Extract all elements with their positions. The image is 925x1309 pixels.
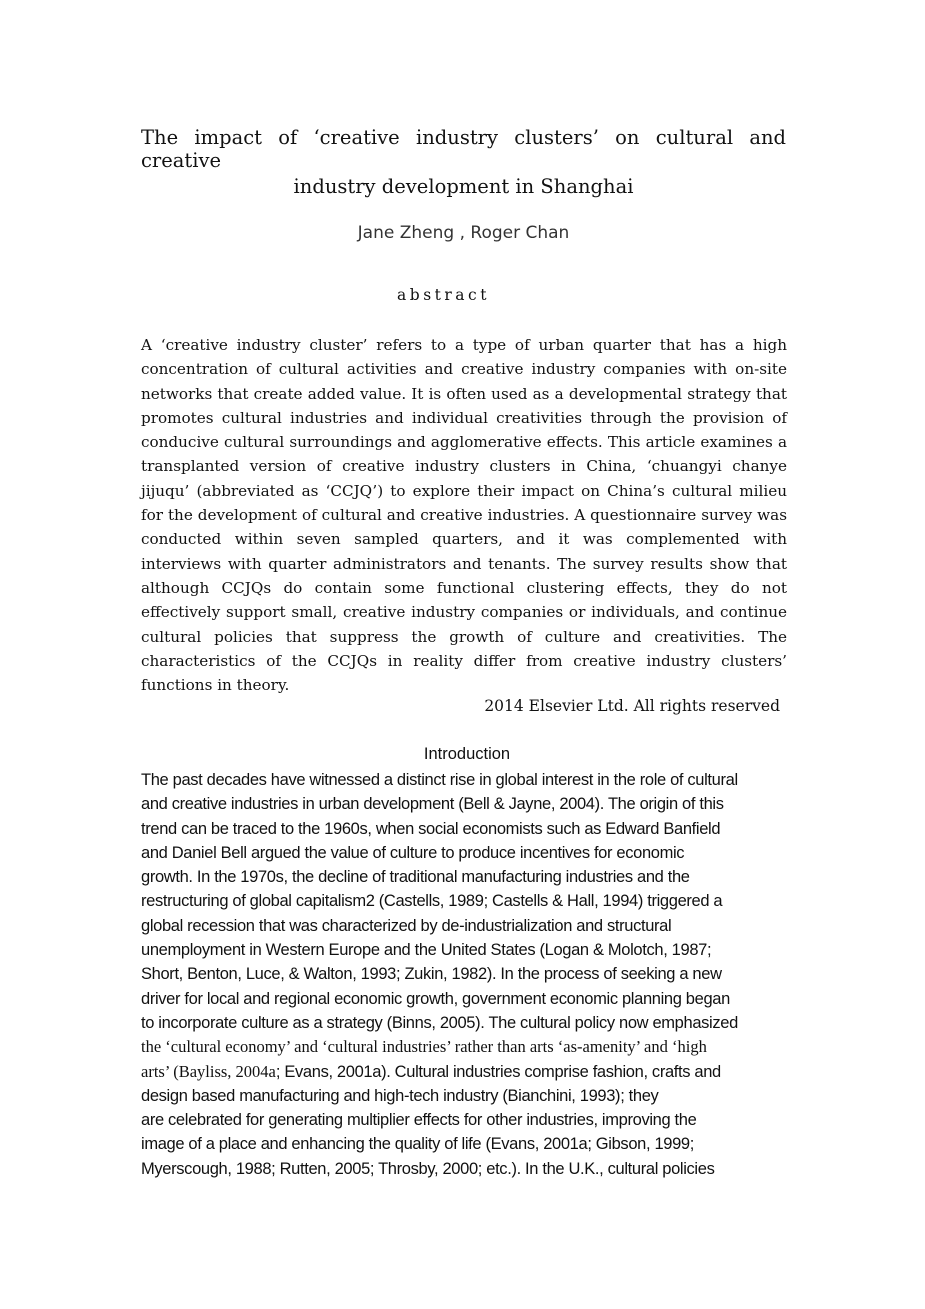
intro-line: and Daniel Bell argued the value of culture to produce incentives for economic: [141, 843, 685, 862]
copyright-notice: 2014 Elsevier Ltd. All rights reserved: [484, 697, 780, 715]
intro-line: Myerscough, 1988; Rutten, 2005; Throsby, 2000; etc.). In the U.K., cultural policies: [141, 1159, 715, 1178]
intro-line: to incorporate culture as a strategy (Binns, 2005). The cultural policy now emphasized: [141, 1013, 738, 1032]
intro-mixed-serif-part: arts’ (Bayliss, 2004a: [141, 1061, 276, 1081]
intro-line: Short, Benton, Luce, & Walton, 1993; Zukin, 1982). In the process of seeking a new: [141, 965, 722, 984]
intro-line: The past decades have witnessed a distinct rise in global interest in the role of cultural: [141, 771, 738, 789]
intro-line: growth. In the 1970s, the decline of traditional manufacturing industries and the: [141, 868, 690, 887]
intro-line-mixed: [141, 1060, 793, 1084]
intro-line: are celebrated for generating multiplier effects for other industries, improving the: [141, 1111, 697, 1130]
introduction-heading: Introduction: [423, 745, 511, 763]
intro-line-serif: the ‘cultural economy’ and ‘cultural industries’ rather than arts ‘as-amenity’ and ‘high: [141, 1037, 707, 1057]
author-list: Jane Zheng , Roger Chan: [357, 223, 570, 243]
introduction-text: [141, 768, 793, 1181]
intro-line: trend can be traced to the 1960s, when social economists such as Edward Banfield: [141, 819, 721, 838]
intro-mixed-sans-part: ; Evans, 2001a). Cultural industries comprise fashion, crafts and: [275, 1062, 721, 1081]
intro-line: unemployment in Western Europe and the United States (Logan & Molotch, 1987;: [141, 941, 712, 960]
intro-line: and creative industries in urban development (Bell & Jayne, 2004). The origin of this: [141, 795, 724, 814]
paper-title-line-1: The impact of ‘creative industry clusters’ on cultural and creative: [141, 126, 786, 172]
intro-line: driver for local and regional economic growth, government economic planning began: [141, 989, 730, 1008]
paper-title-line-2: industry development in Shanghai: [293, 175, 634, 198]
abstract-text: A ‘creative industry cluster’ refers to a type of urban quarter that has a high concentration of cultural activities and creative industry companies with on-site networks that create added value. It is often used as a developmental strategy that promotes cultural industries and individual creativities through the provision of conducive cultural surroundings and agglomerative effects. This article examines a transplanted version of creative industry clusters in China, ‘chuangyi chanye jijuqu’ (abbreviated as ‘CCJQ’) to explore their impact on China’s cultural milieu for the development of cultural and creative industries. A questionnaire survey was conducted within seven sampled quarters, and it was complemented with interviews with quarter administrators and tenants. The survey results show that although CCJQs do contain some functional clustering effects, they do not effectively support small, creative industry companies or individuals, and continue cultural policies that suppress the growth of culture and creativities. The characteristics of the CCJQs in reality differ from creative industry clusters’ functions in theory.: [141, 336, 787, 695]
intro-line: design based manufacturing and high-tech industry (Bianchini, 1993); they: [141, 1086, 659, 1105]
abstract-heading: abstract: [397, 286, 490, 304]
intro-line: image of a place and enhancing the quality of life (Evans, 2001a; Gibson, 1999;: [141, 1135, 694, 1154]
intro-line: global recession that was characterized by de-industrialization and structural: [141, 916, 672, 935]
intro-line: restructuring of global capitalism2 (Castells, 1989; Castells & Hall, 1994) triggered a: [141, 892, 723, 911]
